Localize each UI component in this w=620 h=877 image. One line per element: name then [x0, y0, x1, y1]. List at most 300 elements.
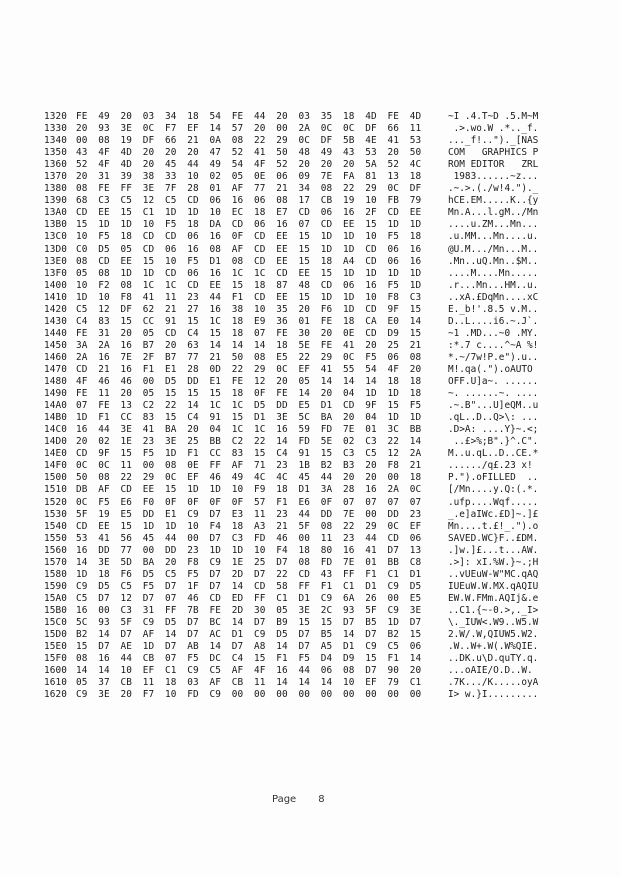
hex-byte: 28	[187, 363, 199, 375]
hex-byte: 22	[165, 400, 177, 412]
ascii-row: Mn....t.£!_.").o	[448, 520, 539, 532]
hex-byte: A5	[320, 641, 333, 653]
hex-byte: D7	[276, 556, 288, 568]
hex-byte: F1	[276, 496, 288, 508]
hex-byte: 00	[320, 689, 333, 701]
hex-byte: 3E	[165, 436, 177, 448]
hex-byte: 49	[320, 147, 333, 159]
row-address: 14E0	[44, 448, 67, 460]
hex-byte: 15	[120, 315, 132, 327]
hex-row	[44, 460, 432, 472]
hex-byte: 0A	[209, 135, 221, 147]
row-bytes	[76, 183, 432, 195]
ascii-row: .~.>.(./w!4.")._	[448, 183, 539, 195]
hex-byte: D1	[298, 484, 310, 496]
row-bytes	[76, 207, 432, 219]
hex-byte: 14	[320, 677, 333, 689]
hex-row	[44, 484, 432, 496]
hex-byte: 79	[387, 677, 399, 689]
hex-byte: C2	[231, 436, 244, 448]
hex-byte: AF	[231, 243, 244, 255]
ascii-row: ~1 .MD...~0 .MY.	[448, 327, 539, 339]
hex-byte: D7	[409, 616, 422, 628]
hex-row	[44, 436, 432, 448]
hex-byte: DC	[209, 653, 221, 665]
hex-byte: 1D	[409, 279, 422, 291]
hex-byte: 41	[387, 135, 399, 147]
hex-byte: 22	[254, 135, 266, 147]
hex-byte: 10	[76, 231, 88, 243]
hex-byte: 17	[298, 195, 310, 207]
hex-byte: 01	[365, 556, 377, 568]
hex-byte: 44	[187, 159, 199, 171]
hex-byte: 5A	[365, 159, 377, 171]
hex-byte: EE	[142, 484, 155, 496]
hex-byte: CD	[187, 279, 199, 291]
hex-byte: CD	[76, 207, 88, 219]
row-address: 1460	[44, 351, 67, 363]
hex-byte: EE	[276, 243, 288, 255]
hex-byte: 07	[254, 327, 266, 339]
hex-byte: 18	[409, 171, 422, 183]
row-bytes	[76, 569, 432, 581]
hex-byte: CD	[98, 255, 110, 267]
hex-byte: 21	[209, 351, 221, 363]
hex-byte: BA	[142, 556, 155, 568]
hex-byte: 20	[343, 412, 355, 424]
row-address: 14B0	[44, 412, 67, 424]
hex-byte: 07	[76, 400, 88, 412]
hex-byte: 31	[142, 604, 155, 616]
hex-byte: 25	[187, 436, 199, 448]
row-bytes	[76, 280, 432, 292]
hex-byte: AF	[231, 665, 244, 677]
ascii-row: .qL..D..Q>\: ...	[448, 412, 539, 424]
row-bytes	[76, 521, 432, 533]
hex-byte: 20	[142, 159, 155, 171]
hex-byte: 14	[231, 580, 244, 592]
hex-byte: D5	[409, 580, 422, 592]
hex-byte: C0	[76, 243, 88, 255]
hex-byte: 10	[365, 195, 377, 207]
hex-byte: C4	[187, 327, 199, 339]
hex-byte: 50	[409, 147, 422, 159]
hex-row	[44, 388, 432, 400]
hex-byte: 08	[165, 460, 177, 472]
hex-byte: 0F	[231, 231, 244, 243]
hex-byte: 07	[387, 496, 399, 508]
hex-byte: CD	[254, 231, 266, 243]
hex-byte: 2A	[298, 123, 310, 135]
row-bytes	[76, 256, 432, 268]
hex-byte: 3E	[98, 556, 110, 568]
hex-byte: 1F	[187, 580, 199, 592]
hex-byte: 15	[209, 388, 221, 400]
hex-byte: 20	[254, 123, 266, 135]
hex-row	[44, 244, 432, 256]
hex-byte: DD	[276, 400, 288, 412]
hex-byte: 15	[320, 267, 333, 279]
hex-byte: 1D	[187, 484, 199, 496]
hex-byte: FE	[320, 315, 333, 327]
hex-byte: 53	[409, 135, 422, 147]
hex-byte: F1	[142, 363, 155, 375]
hex-byte: 3A	[320, 484, 333, 496]
hex-byte: 44	[298, 665, 310, 677]
hex-byte: 20	[76, 171, 88, 183]
hex-byte: 05	[76, 267, 88, 279]
hex-byte: FE	[98, 183, 110, 195]
hex-byte: CD	[142, 243, 155, 255]
hex-byte: 20	[365, 339, 377, 351]
hex-byte: 83	[98, 315, 110, 327]
hex-byte: 1C	[209, 400, 221, 412]
hex-byte: 07	[165, 653, 177, 665]
hex-byte: 19	[98, 508, 110, 520]
row-bytes	[76, 328, 432, 340]
hex-byte: 18	[343, 315, 355, 327]
hex-byte: C4	[276, 448, 288, 460]
ascii-row: COM GRAPHICS P	[448, 147, 539, 159]
hex-byte: B2	[320, 460, 333, 472]
hex-byte: 00	[387, 472, 399, 484]
hex-byte: 15	[76, 219, 88, 231]
hex-row	[44, 677, 432, 689]
row-address: 1540	[44, 520, 67, 532]
hex-byte: CD	[209, 592, 221, 604]
hex-byte: 16	[209, 231, 221, 243]
hex-byte: 08	[76, 183, 88, 195]
hex-byte: C5	[165, 195, 177, 207]
hex-byte: F5	[98, 231, 110, 243]
hex-byte: 83	[231, 448, 244, 460]
hex-byte: 21	[98, 363, 110, 375]
hex-byte: 16	[209, 303, 221, 315]
hex-byte: D9	[387, 327, 399, 339]
hex-byte: F5	[98, 496, 110, 508]
hex-byte: 34	[298, 183, 310, 195]
hex-byte: 15	[142, 255, 155, 267]
hex-byte: 16	[76, 604, 88, 616]
hex-byte: 20	[320, 327, 333, 339]
hex-row	[44, 123, 432, 135]
hex-byte: EE	[276, 291, 288, 303]
hex-byte: 14	[165, 629, 177, 641]
hex-byte: 03	[142, 111, 155, 122]
row-address: 14D0	[44, 436, 67, 448]
row-bytes	[76, 388, 432, 400]
hex-byte: BB	[409, 424, 422, 436]
hex-byte: 08	[343, 665, 355, 677]
hex-byte: 16	[120, 339, 132, 351]
hex-byte: 45	[165, 159, 177, 171]
hex-byte: 46	[120, 376, 132, 388]
hex-byte: F9	[254, 484, 266, 496]
hex-byte: 08	[231, 135, 244, 147]
hex-byte: 04	[365, 412, 377, 424]
hex-byte: CD	[254, 243, 266, 255]
hex-byte: 20	[365, 472, 377, 484]
hex-byte: E0	[387, 315, 399, 327]
hex-byte: FF	[254, 592, 266, 604]
hex-byte: CD	[387, 532, 399, 544]
row-bytes	[76, 316, 432, 328]
hex-byte: 1D	[165, 520, 177, 532]
hex-byte: CB	[231, 677, 244, 689]
hex-byte: EE	[98, 207, 110, 219]
row-address: 13F0	[44, 267, 67, 279]
hex-byte: 12	[142, 195, 155, 207]
row-address: 15A0	[44, 592, 67, 604]
hex-byte: C9	[320, 592, 333, 604]
hex-byte: 07	[298, 219, 310, 231]
hex-byte: E5	[120, 508, 132, 520]
hex-byte: D7	[142, 592, 155, 604]
hex-byte: D1	[409, 568, 422, 580]
row-address: 15C0	[44, 616, 67, 628]
hex-byte: C9	[387, 604, 399, 616]
hex-byte: 35	[276, 303, 288, 315]
hex-byte: 18	[187, 219, 199, 231]
hex-byte: F6	[320, 303, 333, 315]
hex-byte: F7	[165, 123, 177, 135]
hex-row	[44, 509, 432, 521]
ascii-row: I> w.}I.........	[448, 689, 539, 701]
hex-byte: 0F	[231, 496, 244, 508]
hex-byte: 08	[98, 267, 110, 279]
hex-byte: 20	[320, 388, 333, 400]
hex-byte: 1D	[187, 207, 199, 219]
hex-byte: 41	[98, 532, 110, 544]
hex-byte: 56	[120, 532, 132, 544]
hex-byte: 4F	[387, 363, 399, 375]
hex-byte: F8	[120, 291, 132, 303]
row-bytes	[76, 244, 432, 256]
hex-byte: 11	[120, 460, 132, 472]
hex-byte: 18	[98, 568, 110, 580]
hex-byte: AF	[231, 460, 244, 472]
row-address: 1340	[44, 135, 67, 147]
hex-byte: 22	[343, 520, 355, 532]
hex-byte: 11	[165, 291, 177, 303]
hex-byte: FD	[320, 556, 333, 568]
row-bytes	[76, 412, 432, 424]
hex-byte: DF	[409, 183, 422, 195]
hex-byte: 15	[298, 243, 310, 255]
hex-byte: 77	[254, 183, 266, 195]
hex-byte: 35	[320, 111, 333, 122]
hex-byte: 20	[120, 327, 132, 339]
ascii-row: ..£>%;B".}^.C".	[448, 436, 539, 448]
hex-byte: 21	[165, 303, 177, 315]
ascii-row: hCE.EM.....K..{y	[448, 195, 539, 207]
hex-byte: 44	[120, 653, 132, 665]
hex-byte: 14	[98, 665, 110, 677]
hex-byte: 08	[76, 255, 88, 267]
hex-byte: 1D	[165, 207, 177, 219]
hex-byte: 0C	[409, 484, 422, 496]
row-bytes	[76, 497, 432, 509]
hex-byte: F1	[231, 291, 244, 303]
hex-byte: A4	[343, 255, 355, 267]
row-address: 1410	[44, 291, 67, 303]
hex-byte: 16	[98, 351, 110, 363]
hex-byte: 06	[209, 195, 221, 207]
hex-byte: 49	[209, 159, 221, 171]
ascii-column	[448, 111, 598, 701]
hex-byte: CC	[142, 315, 155, 327]
hex-byte: FD	[254, 532, 266, 544]
hex-byte: 15	[231, 412, 244, 424]
hex-byte: 15	[187, 388, 199, 400]
row-bytes	[76, 159, 432, 171]
hex-byte: 29	[365, 183, 377, 195]
hex-byte: D7	[343, 616, 355, 628]
hex-byte: 15	[120, 520, 132, 532]
hex-byte: 18	[165, 677, 177, 689]
row-address: 13D0	[44, 243, 67, 255]
hex-byte: 20	[76, 436, 88, 448]
hex-byte: 1D	[120, 267, 132, 279]
hex-byte: B9	[276, 616, 288, 628]
hex-byte: B3	[343, 460, 355, 472]
hex-byte: 4D	[409, 111, 422, 122]
row-address: 1530	[44, 508, 67, 520]
hex-byte: F1	[276, 653, 288, 665]
hex-byte: 1D	[165, 448, 177, 460]
row-bytes	[76, 436, 432, 448]
hex-byte: 08	[231, 255, 244, 267]
hex-byte: C9	[142, 616, 155, 628]
hex-byte: 20	[120, 689, 132, 701]
ascii-row: ....M....Mn.....	[448, 267, 539, 279]
ascii-row: E._b!'.8.5 v.M..	[448, 303, 539, 315]
row-address: 1570	[44, 556, 67, 568]
hex-byte: 77	[120, 544, 132, 556]
hex-row	[44, 292, 432, 304]
hex-byte: 38	[142, 171, 155, 183]
hex-byte: 1C	[254, 424, 266, 436]
row-bytes	[76, 641, 432, 653]
hex-byte: 23	[142, 436, 155, 448]
ascii-row: ...oAIE/O.D..W.	[448, 665, 539, 677]
hex-row	[44, 231, 432, 243]
hex-byte: E5	[409, 592, 422, 604]
hex-byte: 50	[76, 472, 88, 484]
hex-byte: FE	[387, 111, 399, 122]
hex-byte: 33	[165, 171, 177, 183]
hex-byte: D1	[254, 412, 266, 424]
hex-byte: 23	[187, 544, 199, 556]
hex-byte: AB	[187, 641, 199, 653]
hex-byte: 2F	[142, 351, 155, 363]
hex-byte: 27	[187, 303, 199, 315]
hex-byte: 15	[120, 207, 132, 219]
hex-byte: 3E	[298, 604, 310, 616]
hex-byte: D7	[165, 641, 177, 653]
hex-byte: 58	[276, 580, 288, 592]
hex-byte: CD	[320, 219, 333, 231]
hex-byte: 44	[254, 111, 266, 122]
hex-byte: D4	[320, 653, 333, 665]
hex-byte: C1	[142, 207, 155, 219]
hex-byte: CD	[187, 195, 199, 207]
hex-byte: 11	[320, 532, 333, 544]
hex-byte: C3	[231, 532, 244, 544]
hex-byte: 20	[276, 376, 288, 388]
row-address: 1420	[44, 303, 67, 315]
hex-byte: 21	[276, 520, 288, 532]
hex-byte: 1D	[387, 412, 399, 424]
hex-byte: D7	[298, 641, 310, 653]
hex-byte: D7	[98, 641, 110, 653]
hex-byte: 50	[276, 147, 288, 159]
hex-byte: 4F	[98, 159, 110, 171]
hex-byte: F5	[365, 351, 377, 363]
hex-byte: FE	[276, 327, 288, 339]
hex-byte: 23	[276, 460, 288, 472]
hex-byte: 20	[120, 111, 132, 122]
row-address: 15B0	[44, 604, 67, 616]
hex-byte: C5	[387, 641, 399, 653]
hex-byte: E1	[209, 376, 221, 388]
hex-byte: 16	[365, 279, 377, 291]
hex-byte: 14	[231, 339, 244, 351]
hex-byte: 34	[165, 111, 177, 122]
hex-byte: 16	[343, 207, 355, 219]
hex-byte: C8	[409, 556, 422, 568]
ascii-row: .>]: xI.%W.}~.;H	[448, 556, 539, 568]
hex-byte: EE	[209, 279, 221, 291]
hex-byte: CD	[165, 231, 177, 243]
hex-byte: F1	[320, 580, 333, 592]
hex-byte: D5	[98, 580, 110, 592]
hex-byte: AF	[209, 677, 221, 689]
hex-byte: 30	[298, 327, 310, 339]
hex-byte: 13	[387, 171, 399, 183]
row-address: 14C0	[44, 424, 67, 436]
hex-row	[44, 400, 432, 412]
hex-byte: 41	[254, 147, 266, 159]
hex-byte: 18	[187, 111, 199, 122]
hex-byte: 20	[298, 159, 310, 171]
row-bytes	[76, 424, 432, 436]
hex-byte: E6	[120, 496, 132, 508]
hex-byte: 20	[142, 147, 155, 159]
hex-byte: 1D	[142, 267, 155, 279]
ascii-row: :*.7 c....^~A %!	[448, 339, 539, 351]
hex-byte: AF	[231, 183, 244, 195]
hex-byte: 05	[142, 327, 155, 339]
hex-byte: 5C	[76, 616, 88, 628]
hex-byte: C1	[409, 677, 422, 689]
hex-byte: FD	[320, 424, 333, 436]
row-address: 1510	[44, 484, 67, 496]
hex-byte: D7	[120, 629, 132, 641]
hex-byte: 30	[254, 604, 266, 616]
hex-byte: 11	[98, 388, 110, 400]
hex-byte: 43	[76, 147, 88, 159]
hex-byte: D5	[254, 400, 266, 412]
hex-byte: 20	[343, 159, 355, 171]
hex-byte: 1D	[76, 412, 88, 424]
hex-byte: 49	[98, 111, 110, 122]
hex-byte: C9	[187, 665, 199, 677]
hex-byte: 20	[387, 147, 399, 159]
hex-byte: 14	[343, 629, 355, 641]
ascii-row: .u.MM...Mn....u.	[448, 231, 539, 243]
hex-byte: FF	[209, 460, 221, 472]
